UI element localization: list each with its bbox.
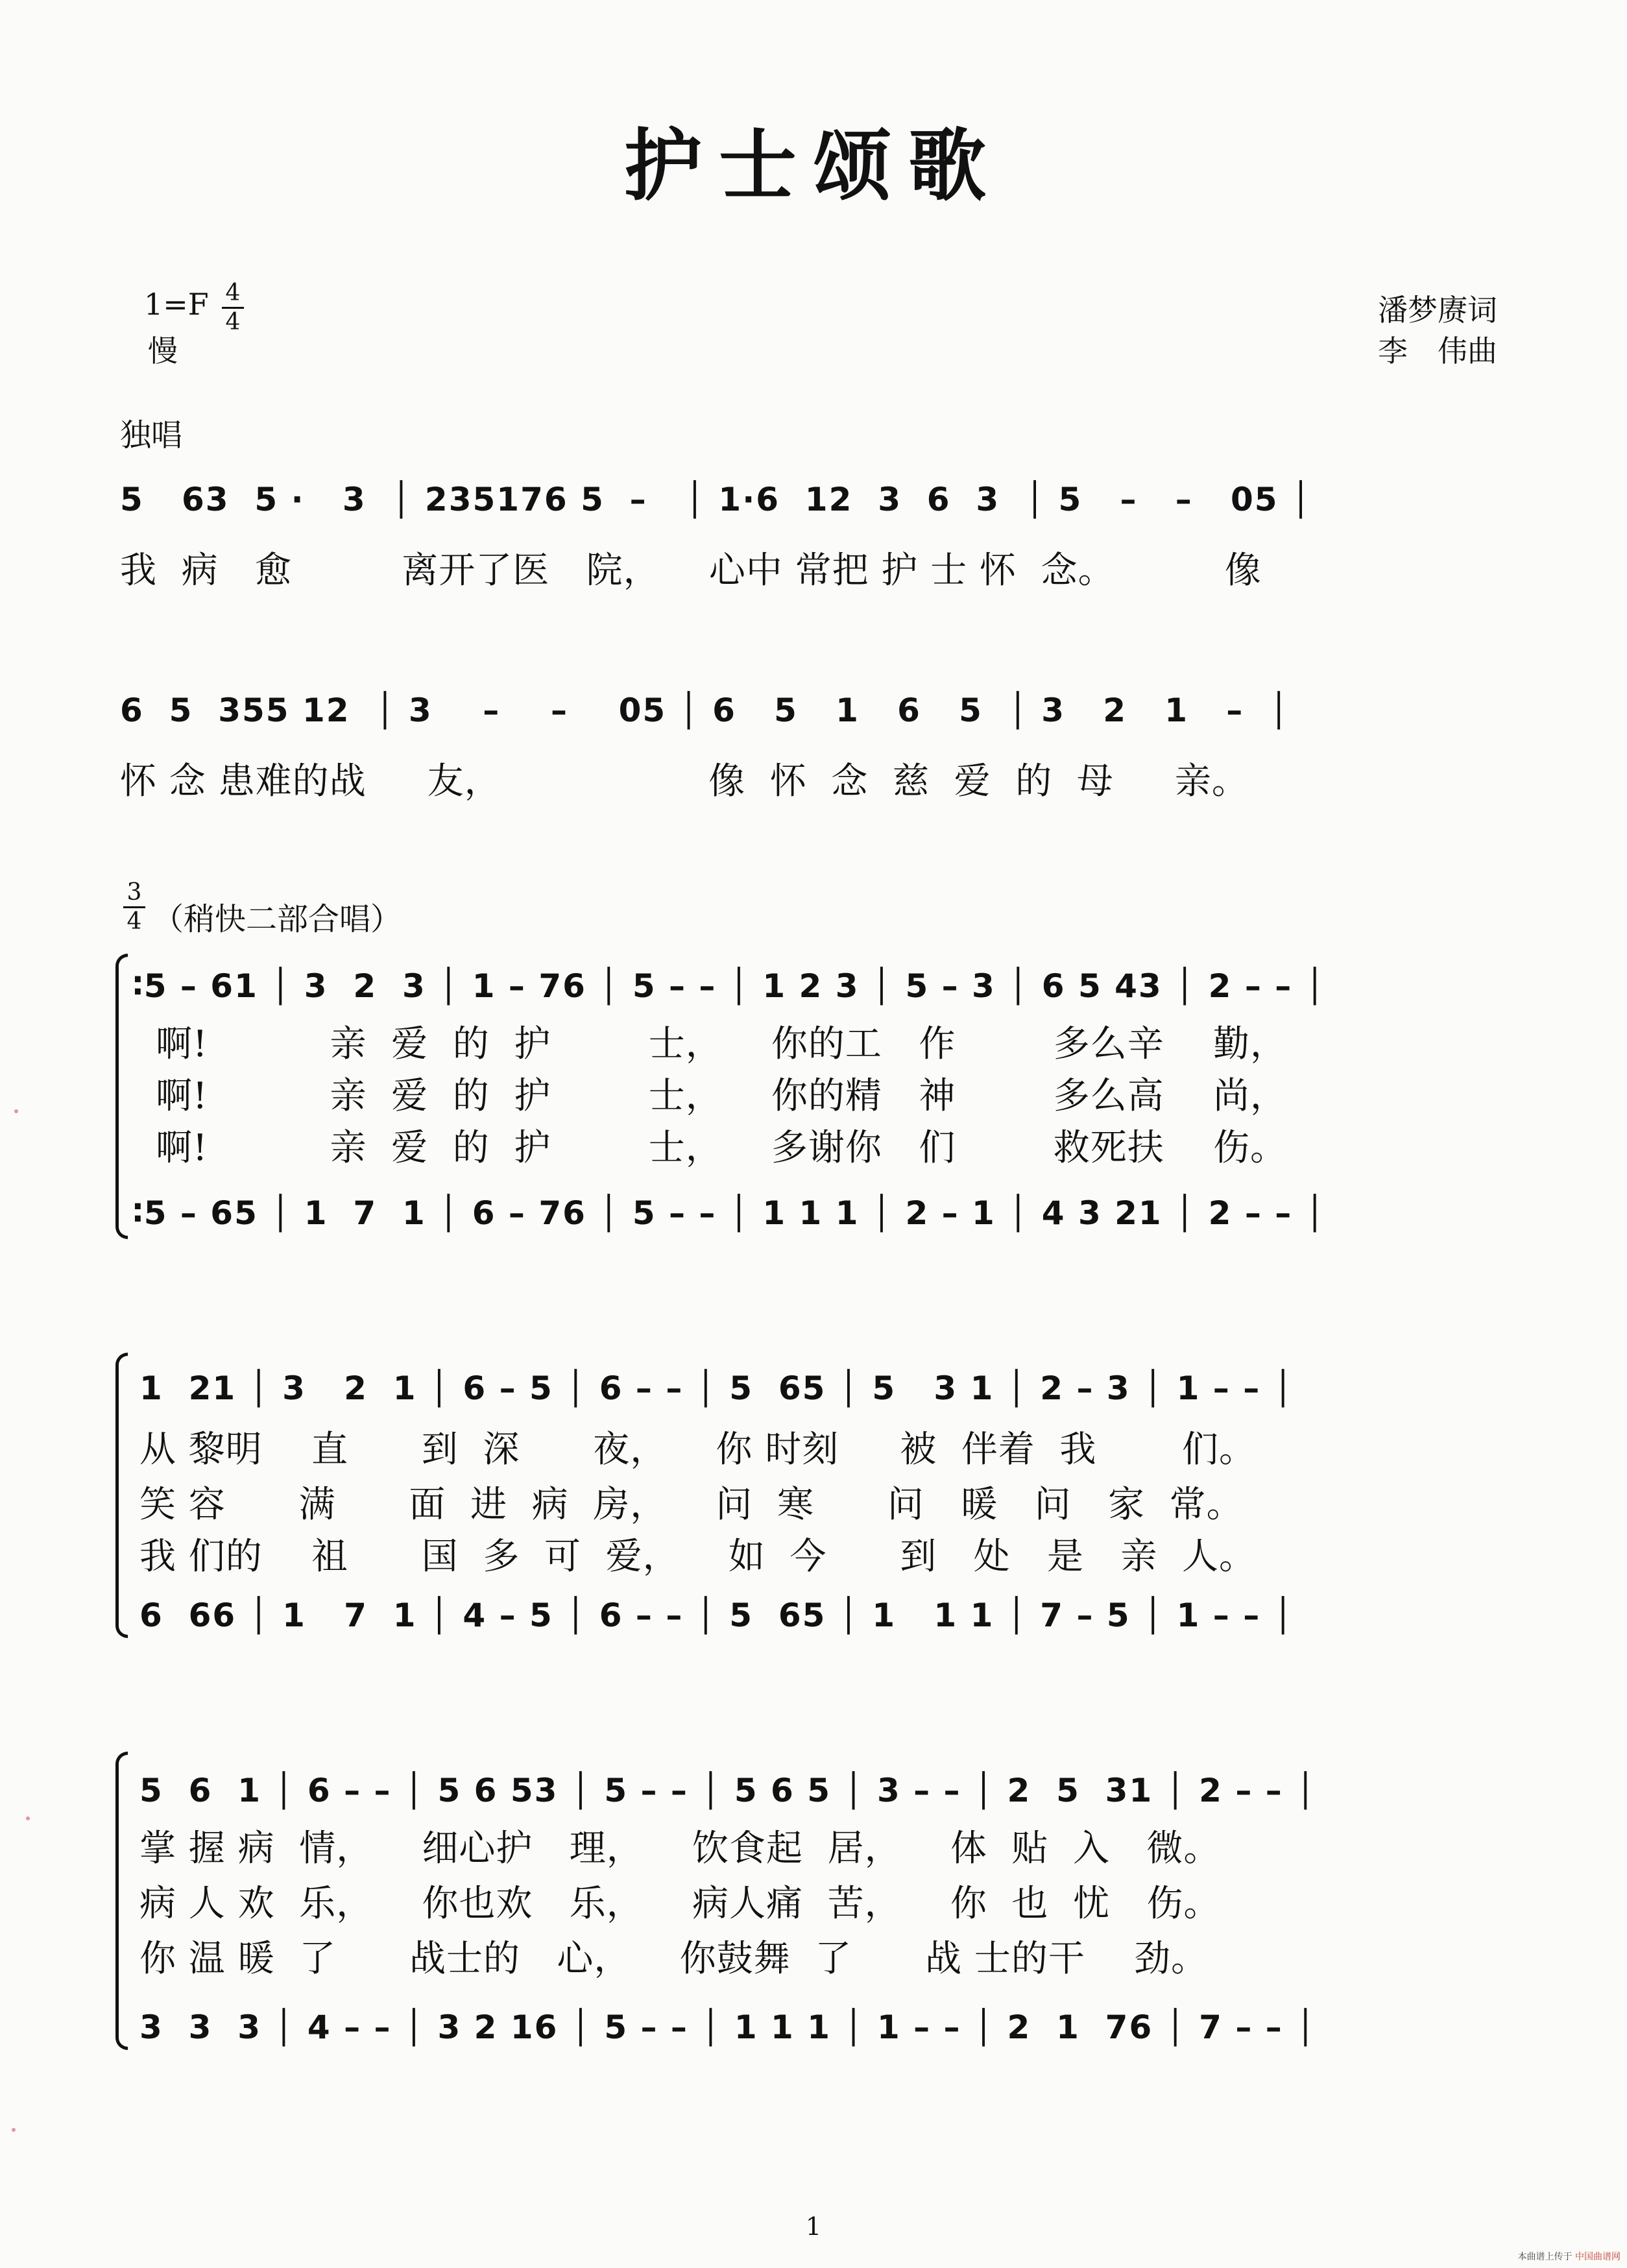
system3-lower-notes: 3 3 3 │ 4 – – │ 3 2 16 │ 5 – – │ 1 1 1 │ 1 – – │ 2 1 76 │ 7 – – │ [139,2009,1317,2046]
time-signature-4-4 [222,280,244,335]
system2-lyrics-verse1: 从 黎明 直 到 深 夜， 你 时刻 被 伴着 我 们。 [139,1429,1257,1471]
solo-line1-lyrics: 我 病 愈 离开了医 院， 心中 常把 护 士 怀 念。 像 [120,549,1262,592]
scan-speck [26,1816,30,1820]
solo-line1-notes: 5 63 5 · 3 │ 235176 5 – │ 1·6 12 3 6 3 │ 5 – – 05 │ [120,481,1312,518]
scan-speck [12,2128,16,2132]
solo-line2-lyrics: 怀 念 患难的战 友， 像 怀 念 慈 爱 的 母 亲。 [120,760,1249,802]
watermark-prefix: 本曲谱上传于 [1517,2252,1573,2262]
key-signature: 1=F [144,287,209,322]
system3-lyrics-verse3: 你 温 暖 了 战士的 心， 你鼓舞 了 战 士的干 劲。 [139,1938,1209,1980]
system3-lyrics-verse2: 病 人 欢 乐， 你也欢 乐， 病人痛 苦， 你 也 忧 伤。 [139,1883,1221,1925]
system1-lyrics-verse1: 啊! 亲 爱 的 护 士， 你的工 作 多么辛 勤， [156,1023,1287,1065]
page-number: 1 [805,2212,822,2241]
time-sig-top: 3 [127,879,142,906]
system-brace [115,1353,128,1638]
tempo-marking: 慢 [148,333,178,368]
system-brace [115,954,128,1239]
scan-speck [14,1109,18,1113]
system-brace [115,1752,128,2050]
time-sig-bottom: 4 [127,908,142,935]
chorus-label: （稍快二部合唱） [152,901,402,937]
system1-lower-notes: ∶5 – 65 │ 1 7 1 │ 6 – 76 │ 5 – – │ 1 1 1 │ 2 – 1 │ 4 3 21 │ 2 – – │ [133,1194,1326,1232]
site-watermark [1518,2250,1621,2263]
time-sig-top: 4 [225,280,241,306]
system2-upper-notes: 1 21 │ 3 2 1 │ 6 – 5 │ 6 – – │ 5 65 │ 5 3 1 │ 2 – 3 │ 1 – – │ [139,1369,1294,1407]
composer-credit: 李 伟曲 [1378,333,1497,368]
solo-line2-notes: 6 5 355 12 │ 3 – – 05 │ 6 5 1 6 5 │ 3 2 1 – │ [120,692,1290,729]
system3-lyrics-verse1: 掌 握 病 情， 细心护 理， 饮食起 居， 体 贴 入 微。 [139,1828,1221,1870]
time-signature-3-4 [123,880,145,935]
system2-lyrics-verse3: 我 们的 祖 国 多 可 爱， 如 今 到 处 是 亲 人。 [139,1536,1257,1578]
system1-lyrics-verse3: 啊! 亲 爱 的 护 士， 多谢你 们 救死扶 伤。 [156,1127,1287,1169]
system1-upper-notes: ∶5 – 61 │ 3 2 3 │ 1 – 76 │ 5 – – │ 1 2 3 │ 5 – 3 │ 6 5 43 │ 2 – – │ [133,967,1326,1005]
solo-label: 独唱 [120,417,183,453]
system1-lyrics-verse2: 啊! 亲 爱 的 护 士， 你的精 神 多么高 尚， [156,1075,1287,1117]
song-title: 护士颂歌 [624,120,1003,211]
time-sig-bottom: 4 [225,309,241,335]
lyricist-credit: 潘梦赓词 [1378,293,1497,328]
system3-upper-notes: 5 6 1 │ 6 – – │ 5 6 53 │ 5 – – │ 5 6 5 │ 3 – – │ 2 5 31 │ 2 – – │ [139,1772,1317,1809]
watermark-site: 中国曲谱网 [1575,2252,1621,2262]
system2-lyrics-verse2: 笑 容 满 面 进 病 房， 问 寒 问 暖 问 家 常。 [139,1484,1244,1526]
system2-lower-notes: 6 66 │ 1 7 1 │ 4 – 5 │ 6 – – │ 5 65 │ 1 1 1 │ 7 – 5 │ 1 – – │ [139,1597,1294,1634]
